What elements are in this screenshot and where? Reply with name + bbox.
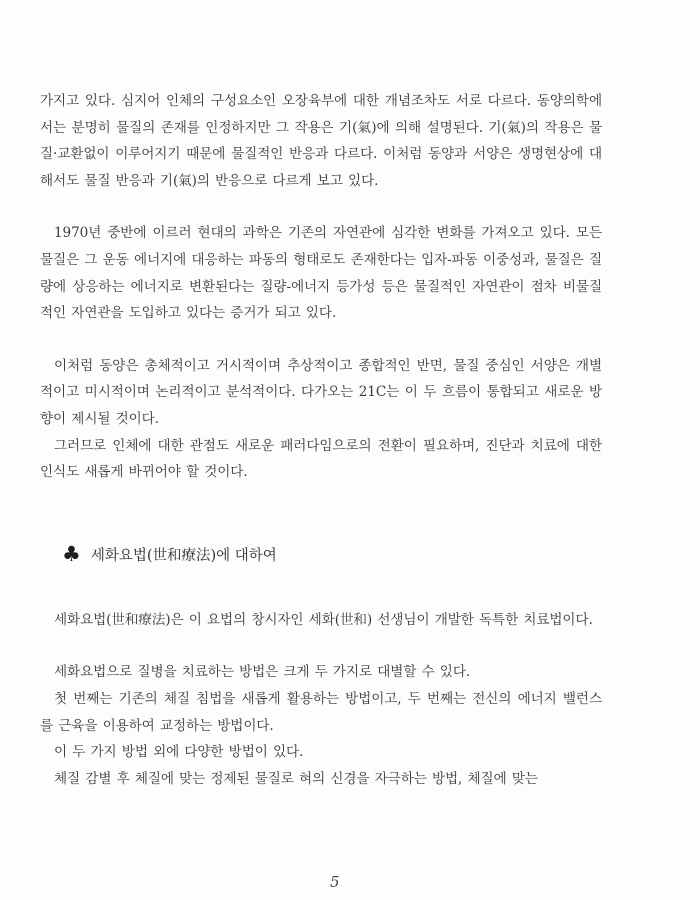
- paragraph-paradigm-shift: 그러므로 인체에 대한 관점도 새로운 패러다임으로의 전환이 필요하며, 진단과 치료에 대한 인식도 새롭게 바뀌어야 할 것이다.: [40, 437, 602, 481]
- page-content: [40, 88, 602, 792]
- paragraph-east-west-integration: 이처럼 동양은 총체적이고 거시적이며 추상적이고 종합적인 반면, 물질 중심인 서양은 개별적이고 미시적이며 논리적이고 분석적이다. 다가오는 21C는 이 두 흐름이 통합되고 새로운 방향이 제시될 것이다.: [40, 357, 602, 427]
- paragraph-modern-science: 1970년 중반에 이르러 현대의 과학은 기존의 자연관에 심각한 변화를 가져오고 있다. 모든 물질은 그 운동 에너지에 대응하는 파동의 형태로도 존재한다는 입자-파동 이중성과, 물질은 질량에 상응하는 에너지로 변환된다는 질량-에너지 등가성 등은 물질적인 자연관이 점차 비물질적인 자연관을 도입하고 있다는 증거가 되고 있다.: [40, 225, 602, 322]
- club-suit-icon: ♣: [62, 542, 81, 567]
- section-heading: [40, 539, 602, 571]
- section-heading-text: 세화요법(世和療法)에 대하여: [90, 548, 277, 565]
- paragraph-dong-seo-difference: 가지고 있다. 심지어 인체의 구성요소인 오장육부에 대한 개념조차도 서로 다르다. 동양의학에서는 분명히 물질의 존재를 인정하지만 그 작용은 기(氣)에 의해 설명된다. 기(氣)의 작용은 물질·교환없이 이루어지기 때문에 물질적인 반응과 다르다. 이처럼 동양과 서양은 생명현상에 대해서도 물질 반응과 기(氣)의 반응으로 다르게 보고 있다.: [40, 93, 602, 189]
- paragraph-other-methods: 이 두 가지 방법 외에 다양한 방법이 있다.: [54, 744, 304, 761]
- paragraph-first-second-method: 첫 번째는 기존의 체질 침법을 새롭게 활용하는 방법이고, 두 번째는 전신의 에너지 밸런스를 근육을 이용하여 교정하는 방법이다.: [40, 690, 602, 734]
- paragraph-two-methods: 세화요법으로 질병을 치료하는 방법은 크게 두 가지로 대별할 수 있다.: [54, 664, 471, 681]
- paragraph-sehwa-definition: 세화요법(世和療法)은 이 요법의 창시자인 세화(世和) 선생님이 개발한 독특한 치료법이다.: [54, 611, 593, 628]
- page-number: 5: [330, 873, 340, 891]
- paragraph-constitution-method: 체질 감별 후 체질에 맞는 정제된 물질로 혀의 신경을 자극하는 방법, 체질에 맞는: [54, 770, 538, 787]
